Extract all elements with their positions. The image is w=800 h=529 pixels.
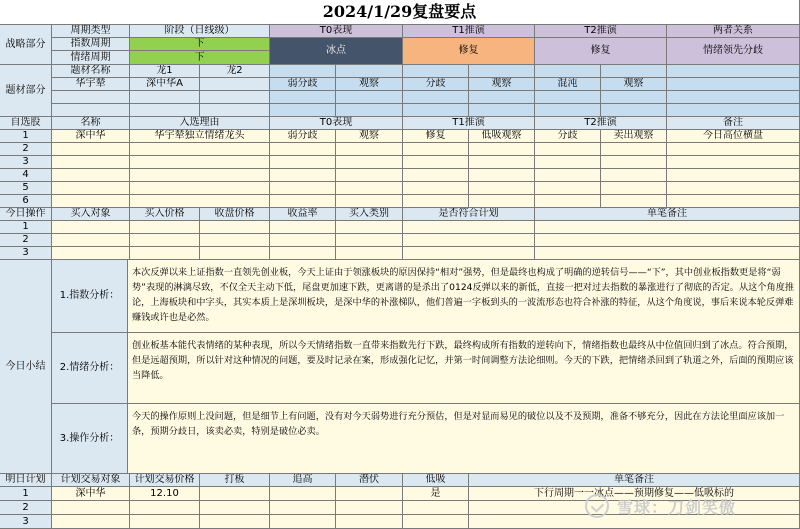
stock-remark xyxy=(667,169,800,182)
stock-remark xyxy=(667,195,800,208)
watermark-text: 雪球：刀剑笑傲 xyxy=(617,497,737,517)
ops-cell xyxy=(130,221,200,234)
ops-cell xyxy=(336,221,403,234)
summary-item-label: 2.情绪分析： xyxy=(52,333,128,404)
row-number: 3 xyxy=(0,247,52,260)
stock-name xyxy=(52,195,130,208)
plan-cell-target xyxy=(52,515,130,529)
ops-cell xyxy=(200,234,270,247)
header-stock-name: 名称 xyxy=(52,117,130,130)
row-number: 3 xyxy=(0,515,52,529)
ops-cell xyxy=(535,234,800,247)
header-stock-t0: T0表现 xyxy=(270,117,403,130)
stock-t1-state xyxy=(403,195,469,208)
plan-header: 潜伏 xyxy=(336,474,403,487)
plan-cell-board xyxy=(200,515,270,529)
theme-header-blank xyxy=(270,65,336,78)
emotion-cycle-stage: 下 xyxy=(130,51,270,65)
plan-cell-target: 深中华 xyxy=(52,487,130,501)
plan-cell-lurk xyxy=(336,515,403,529)
stock-t1-state xyxy=(403,169,469,182)
header-t2: T2推演 xyxy=(535,25,667,38)
summary-item-text: 创业板基本能代表情绪的某种表现，所以今天情绪指数一直带来指数先行下跌，最终构成所有指数的逆转向下，情绪指数也最终从中位值回归到了冰点。符合预期，但是远超预期，所以针对这种情况的问题，要及时记录在案，形成强化记忆，并第一时间调整方法论细则。今天的下跌，把情绪杀回到了轨道之外，后面的预期应该当降低。 xyxy=(128,333,800,404)
ops-cell xyxy=(130,234,200,247)
stock-t2-action xyxy=(601,182,667,195)
theme-empty xyxy=(535,104,601,117)
summary-item-text: 今天的操作原则上没问题，但是细节上有问题，没有对今天弱势进行充分预估，但是对显而易见的破位以及不及预期，准备不够充分，因此在方法论里面应该加一条，预期分歧日，该卖必卖，特别是破位必卖。 xyxy=(128,404,800,474)
theme-empty xyxy=(200,91,270,104)
stock-t0-state xyxy=(270,169,336,182)
header-t0: T0表现 xyxy=(270,25,403,38)
plan-label: 明日计划 xyxy=(0,474,52,487)
emotion-cycle-label: 情绪周期 xyxy=(52,51,130,65)
theme-empty xyxy=(52,104,130,117)
stock-t0-state xyxy=(270,195,336,208)
theme-empty xyxy=(270,91,336,104)
theme-empty xyxy=(667,91,800,104)
theme-empty xyxy=(130,91,200,104)
stock-t2-action xyxy=(601,143,667,156)
stock-name xyxy=(52,169,130,182)
plan-cell-chase xyxy=(270,487,336,501)
ops-cell xyxy=(52,221,130,234)
summary-item-text: 本次反弹以来上证指数一直领先创业板，今天上证由于领涨板块的原因保持“相对”强势，但是最终也构成了明确的逆转信号——“下”，其中创业板指数更是将“弱势”表现的淋漓尽致，不仅全天主动下低，尾盘更加速下跌，更离谱的是杀出了0124反弹以来的新低，直接一把对过去指数的暴涨进行了彻底的否定。从这个角度推论，上海板块和中字头，其实本质上是深圳板块，是深中华的补涨梯队，他们普遍一字板到头的一波流形态也符合补涨的特征，从这个角度说，事后来说本轮反弹难赚钱或许也是必然。 xyxy=(128,260,800,333)
index-cycle-label: 指数周期 xyxy=(52,38,130,51)
row-number: 1 xyxy=(0,221,52,234)
plan-cell-price: 12.10 xyxy=(130,487,200,501)
row-number: 2 xyxy=(0,501,52,515)
ops-cell xyxy=(336,234,403,247)
stock-name xyxy=(52,182,130,195)
header-dragon2: 龙2 xyxy=(200,65,270,78)
header-relation: 两者关系 xyxy=(667,25,800,38)
stock-reason xyxy=(130,169,270,182)
row-number: 1 xyxy=(0,130,52,143)
stock-t1-state xyxy=(403,182,469,195)
ops-header: 买入价格 xyxy=(130,208,200,221)
index-cycle-stage: 下 xyxy=(130,38,270,51)
theme-empty xyxy=(130,104,200,117)
stock-reason xyxy=(130,182,270,195)
summary-item-label: 1.指数分析： xyxy=(52,260,128,333)
ops-header: 是否符合计划 xyxy=(403,208,535,221)
stock-t1-action xyxy=(469,156,535,169)
theme-header-blank xyxy=(667,65,800,78)
ops-cell xyxy=(403,247,535,260)
stock-remark xyxy=(667,182,800,195)
stock-t2-action xyxy=(601,156,667,169)
plan-cell-price xyxy=(130,501,200,515)
ops-cell xyxy=(200,247,270,260)
row-number: 6 xyxy=(0,195,52,208)
header-stage: 阶段（日线级） xyxy=(130,25,270,38)
plan-header: 打板 xyxy=(200,474,270,487)
stock-reason: 华宇辇独立情绪龙头 xyxy=(130,130,270,143)
header-t1: T1推演 xyxy=(403,25,535,38)
theme-empty xyxy=(469,91,535,104)
row-number: 2 xyxy=(0,234,52,247)
stock-t1-action xyxy=(469,195,535,208)
theme-t0-state: 弱分歧 xyxy=(270,78,336,91)
stock-t2-state xyxy=(535,195,601,208)
theme-empty xyxy=(336,104,403,117)
theme-t2-state: 混沌 xyxy=(535,78,601,91)
theme-header-blank xyxy=(601,65,667,78)
watchlist-label: 自选股 xyxy=(0,117,52,130)
ops-cell xyxy=(403,234,535,247)
stock-t0-state xyxy=(270,182,336,195)
row-number: 4 xyxy=(0,169,52,182)
stock-t0-action xyxy=(336,182,403,195)
page-title: 2024/1/29复盘要点 xyxy=(0,0,800,25)
plan-header: 追高 xyxy=(270,474,336,487)
stock-remark xyxy=(667,143,800,156)
row-number: 3 xyxy=(0,156,52,169)
stock-t0-state: 弱分歧 xyxy=(270,130,336,143)
stock-t0-state xyxy=(270,143,336,156)
stock-t1-action xyxy=(469,182,535,195)
ops-cell xyxy=(270,234,336,247)
plan-cell-board xyxy=(200,487,270,501)
relation-value: 情绪领先分歧 xyxy=(667,38,800,65)
plan-cell-dip xyxy=(403,501,469,515)
stock-t2-action xyxy=(601,169,667,182)
header-cycle-type: 周期类型 xyxy=(52,25,130,38)
theme-label: 题材部分 xyxy=(0,65,52,117)
theme-empty xyxy=(667,104,800,117)
theme-empty xyxy=(270,104,336,117)
theme-empty xyxy=(403,104,469,117)
t2-value: 修复 xyxy=(535,38,667,65)
theme-dragon1: 深中华A xyxy=(130,78,200,91)
stock-reason xyxy=(130,195,270,208)
plan-cell-lurk xyxy=(336,501,403,515)
theme-t1-action: 观察 xyxy=(469,78,535,91)
t0-value: 冰点 xyxy=(270,38,403,65)
stock-t2-state xyxy=(535,143,601,156)
header-dragon1: 龙1 xyxy=(130,65,200,78)
theme-empty xyxy=(336,91,403,104)
theme-header-blank xyxy=(403,65,469,78)
t1-value: 修复 xyxy=(403,38,535,65)
theme-empty xyxy=(601,91,667,104)
theme-name: 华宇辇 xyxy=(52,78,130,91)
ops-cell xyxy=(270,247,336,260)
plan-cell-dip xyxy=(403,515,469,529)
summary-item-label: 3.操作分析： xyxy=(52,404,128,474)
plan-header: 计划交易价格 xyxy=(130,474,200,487)
stock-reason xyxy=(130,143,270,156)
stock-t1-state xyxy=(403,156,469,169)
row-number: 5 xyxy=(0,182,52,195)
plan-cell-lurk xyxy=(336,487,403,501)
ops-cell xyxy=(535,221,800,234)
plan-cell-chase xyxy=(270,501,336,515)
ops-cell xyxy=(52,234,130,247)
ops-header: 收盘价格 xyxy=(200,208,270,221)
plan-header: 计划交易对象 xyxy=(52,474,130,487)
ops-cell xyxy=(200,221,270,234)
ops-header: 买入对象 xyxy=(52,208,130,221)
theme-relation xyxy=(667,78,800,91)
stock-t1-state: 修复 xyxy=(403,130,469,143)
plan-cell-board xyxy=(200,501,270,515)
theme-header-blank xyxy=(469,65,535,78)
stock-t1-action xyxy=(469,143,535,156)
stock-t0-action: 观察 xyxy=(336,130,403,143)
theme-empty xyxy=(469,104,535,117)
theme-header-blank xyxy=(336,65,403,78)
stock-t0-action xyxy=(336,143,403,156)
theme-t2-action: 观察 xyxy=(601,78,667,91)
ops-header: 单笔备注 xyxy=(535,208,800,221)
row-number: 1 xyxy=(0,487,52,501)
theme-t0-action: 观察 xyxy=(336,78,403,91)
stock-t0-action xyxy=(336,169,403,182)
plan-cell-remark: 下行周期一一冰点——预期修复——低吸标的 xyxy=(469,487,800,501)
header-stock-t2: T2推演 xyxy=(535,117,667,130)
plan-cell-chase xyxy=(270,515,336,529)
theme-empty xyxy=(52,91,130,104)
theme-header-blank xyxy=(535,65,601,78)
theme-empty xyxy=(200,104,270,117)
stock-t2-action: 卖出观察 xyxy=(601,130,667,143)
header-theme-name: 题材名称 xyxy=(52,65,130,78)
ops-header: 收益率 xyxy=(270,208,336,221)
theme-dragon2 xyxy=(200,78,270,91)
plan-cell-remark xyxy=(469,515,800,529)
stock-reason xyxy=(130,156,270,169)
stock-t1-state xyxy=(403,143,469,156)
stock-remark xyxy=(667,156,800,169)
theme-empty xyxy=(601,104,667,117)
plan-cell-target xyxy=(52,501,130,515)
ops-cell xyxy=(403,221,535,234)
stock-t1-action: 低吸观察 xyxy=(469,130,535,143)
header-reason: 入选理由 xyxy=(130,117,270,130)
theme-empty xyxy=(403,91,469,104)
stock-t2-state xyxy=(535,156,601,169)
stock-name xyxy=(52,143,130,156)
ops-cell xyxy=(336,247,403,260)
stock-t2-action xyxy=(601,195,667,208)
stock-t0-action xyxy=(336,195,403,208)
theme-empty xyxy=(535,91,601,104)
plan-cell-price xyxy=(130,515,200,529)
ops-cell xyxy=(270,221,336,234)
strategy-label: 战略部分 xyxy=(0,25,52,65)
stock-t2-state xyxy=(535,182,601,195)
stock-t0-state xyxy=(270,156,336,169)
stock-t2-state xyxy=(535,169,601,182)
plan-cell-remark xyxy=(469,501,800,515)
stock-t1-action xyxy=(469,169,535,182)
stock-name: 深中华 xyxy=(52,130,130,143)
ops-header: 买入类别 xyxy=(336,208,403,221)
ops-cell xyxy=(535,247,800,260)
theme-t1-state: 分歧 xyxy=(403,78,469,91)
ops-cell xyxy=(52,247,130,260)
header-stock-t1: T1推演 xyxy=(403,117,535,130)
plan-header: 低吸 xyxy=(403,474,469,487)
header-stock-remark: 备注 xyxy=(667,117,800,130)
summary-label: 今日小结 xyxy=(0,260,52,474)
stock-t0-action xyxy=(336,156,403,169)
row-number: 2 xyxy=(0,143,52,156)
stock-t2-state: 分歧 xyxy=(535,130,601,143)
plan-header: 单笔备注 xyxy=(469,474,800,487)
stock-name xyxy=(52,156,130,169)
ops-label: 今日操作 xyxy=(0,208,52,221)
ops-cell xyxy=(130,247,200,260)
plan-cell-dip: 是 xyxy=(403,487,469,501)
stock-remark: 今日高位横盘 xyxy=(667,130,800,143)
